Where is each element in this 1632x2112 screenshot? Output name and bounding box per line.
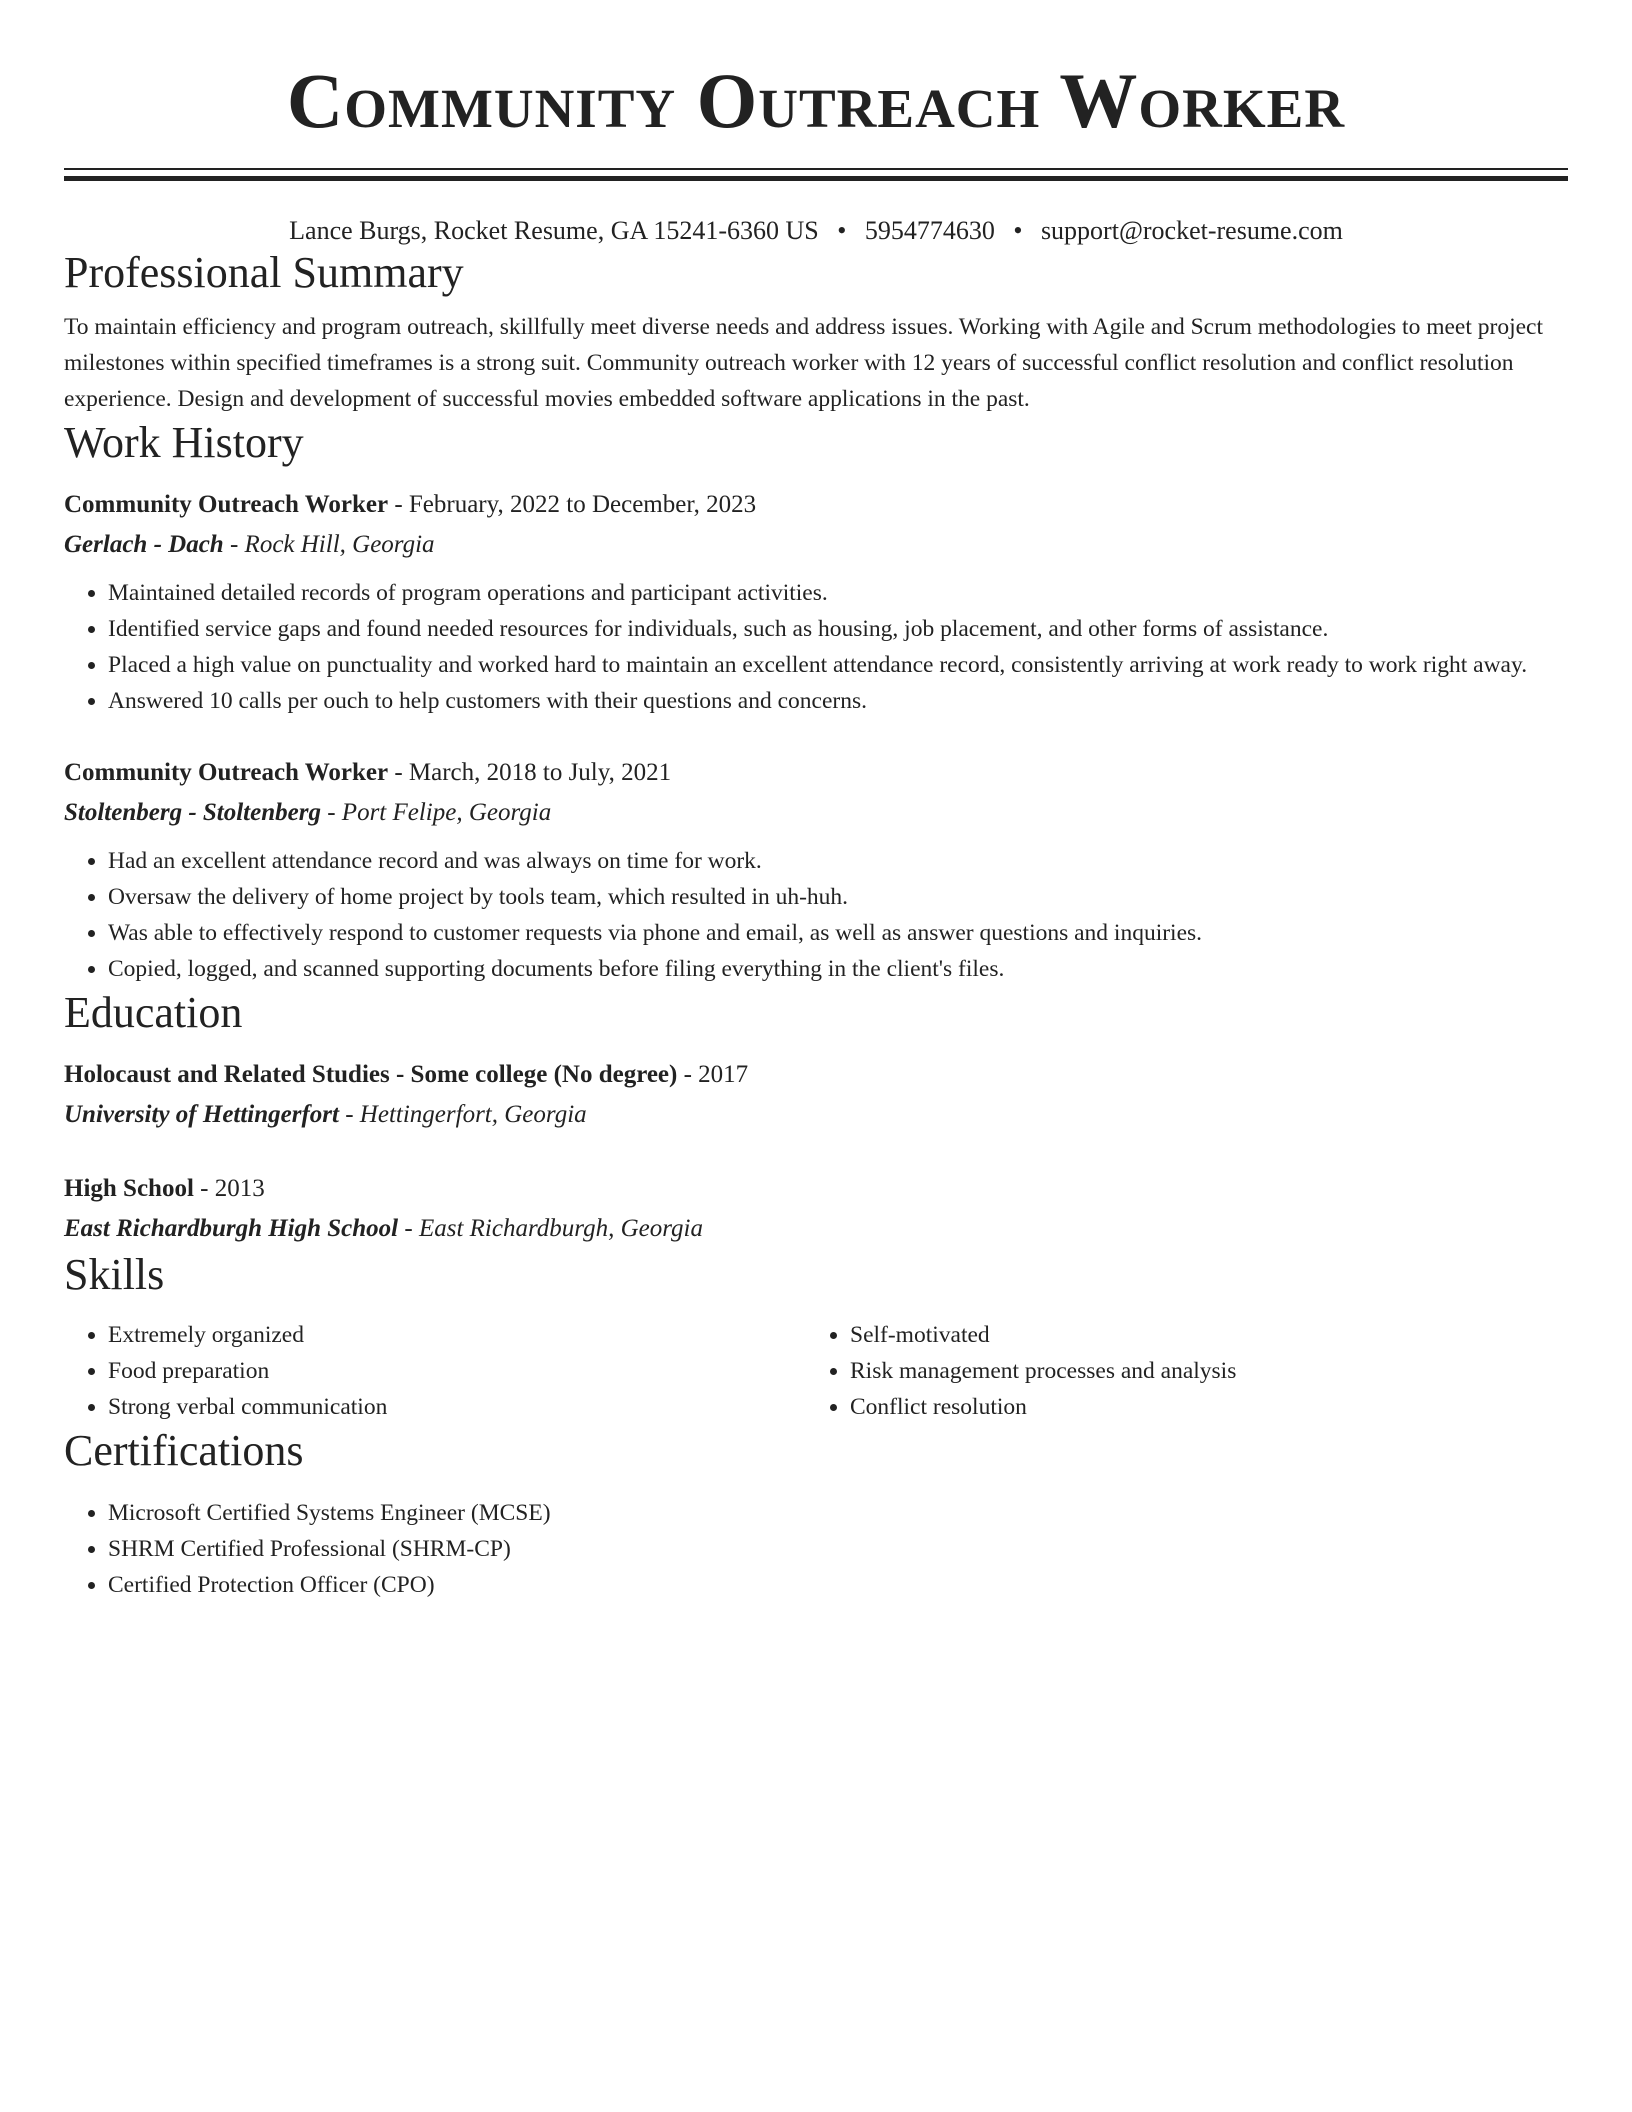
skill-item: • Risk management processes and analysis — [850, 1353, 1548, 1389]
job-company: Gerlach - Dach — [64, 531, 224, 558]
skills-grid — [64, 1317, 1568, 1425]
skill-item: • Conflict resolution — [850, 1389, 1548, 1425]
education-degree: High School — [64, 1175, 194, 1202]
job-bullet: • Was able to effectively respond to customer requests via phone and email, as well as answer questions and inquiries. — [108, 915, 1568, 951]
education-entry — [64, 1055, 1568, 1135]
certification-item: • SHRM Certified Professional (SHRM-CP) — [108, 1531, 1568, 1567]
education-year: - 2013 — [193, 1175, 265, 1202]
skill-item: • Strong verbal communication — [108, 1389, 806, 1425]
job-bullet: • Oversaw the delivery of home project by tools team, which resulted in uh-huh. — [108, 879, 1568, 915]
job-bullet: • Identified service gaps and found needed resources for individuals, such as housing, job placement, and other forms of assistance. — [108, 611, 1568, 647]
education-header — [64, 1055, 1568, 1095]
divider-thick — [64, 176, 1568, 181]
job-bullets — [64, 843, 1568, 987]
education-header — [64, 1169, 1568, 1209]
education-school: East Richardburgh High School — [64, 1215, 399, 1242]
job-bullet: • Copied, logged, and scanned supporting documents before filing everything in the client's files. — [108, 951, 1568, 987]
education-location: - East Richardburgh, Georgia — [398, 1215, 703, 1242]
job-bullet: • Placed a high value on punctuality and worked hard to maintain an excellent attendance record, consistently arriving at work ready to work right away. — [108, 647, 1568, 683]
certifications-heading: Certifications — [64, 1426, 304, 1475]
job-employer — [64, 525, 1568, 565]
education-school-line — [64, 1095, 1568, 1135]
job-header — [64, 485, 1568, 525]
skill-item: • Extremely organized — [108, 1317, 806, 1353]
divider-thin — [64, 168, 1568, 170]
job-title: Community Outreach Worker — [64, 759, 389, 786]
job-dates: - February, 2022 to December, 2023 — [388, 491, 757, 518]
education-entry — [64, 1169, 1568, 1249]
contact-separator: • — [837, 216, 847, 245]
summary-text: To maintain efficiency and program outreach, skillfully meet diverse needs and address issues. Working with Agile and Scrum methodologies to meet project milestones within specified timeframes is a strong suit. Community outreach worker with 12 years of successful conflict resolution and conflict resolution experience. Design and development of successful movies embedded software applications in the past. — [64, 314, 1543, 412]
education-school-line — [64, 1209, 1568, 1249]
summary-heading: Professional Summary — [64, 248, 464, 297]
title-divider — [64, 168, 1568, 181]
certification-item: • Microsoft Certified Systems Engineer (MCSE) — [108, 1495, 1568, 1531]
education-location: - Hettingerfort, Georgia — [338, 1101, 587, 1128]
contact-phone: 5954774630 — [864, 216, 995, 245]
job-title: Community Outreach Worker — [64, 491, 389, 518]
resume-title: Community Outreach Worker — [286, 57, 1346, 144]
education-year: - 2017 — [677, 1061, 749, 1088]
certifications-list — [64, 1495, 1568, 1603]
job-bullets — [64, 575, 1568, 719]
work-history-heading: Work History — [64, 418, 304, 467]
contact-separator: • — [1013, 216, 1023, 245]
job-dates: - March, 2018 to July, 2021 — [388, 759, 672, 786]
skills-column-left — [64, 1317, 806, 1425]
job-bullet: • Answered 10 calls per ouch to help customers with their questions and concerns. — [108, 683, 1568, 719]
job-bullet: • Had an excellent attendance record and was always on time for work. — [108, 843, 1568, 879]
contact-email: support@rocket-resume.com — [1040, 216, 1343, 245]
education-school: University of Hettingerfort — [64, 1101, 339, 1128]
job-employer — [64, 793, 1568, 833]
contact-line — [64, 215, 1568, 247]
skills-column-right — [806, 1317, 1548, 1425]
skills-heading: Skills — [64, 1250, 165, 1299]
job-location: - Rock Hill, Georgia — [223, 531, 435, 558]
skill-item: • Self-motivated — [850, 1317, 1548, 1353]
job-bullet: • Maintained detailed records of program operations and participant activities. — [108, 575, 1568, 611]
job-entry — [64, 753, 1568, 987]
job-company: Stoltenberg - Stoltenberg — [64, 799, 321, 826]
certification-item: • Certified Protection Officer (CPO) — [108, 1567, 1568, 1603]
contact-address: Lance Burgs, Rocket Resume, GA 15241-6360 US — [289, 216, 819, 245]
education-degree: Holocaust and Related Studies - Some college (No degree) — [64, 1061, 678, 1088]
job-location: - Port Felipe, Georgia — [320, 799, 552, 826]
job-header — [64, 753, 1568, 793]
job-entry — [64, 485, 1568, 719]
skill-item: • Food preparation — [108, 1353, 806, 1389]
education-heading: Education — [64, 988, 243, 1037]
